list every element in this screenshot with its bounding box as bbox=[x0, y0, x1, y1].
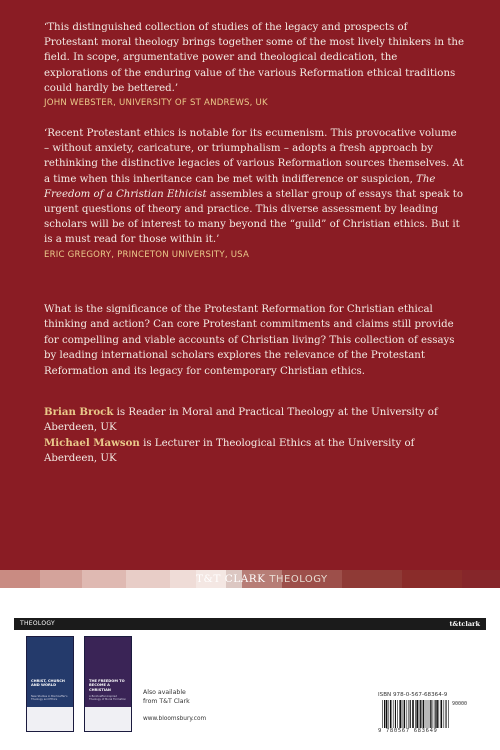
thumbnail-footer bbox=[85, 707, 131, 731]
editor-name: Brian Brock bbox=[44, 406, 114, 418]
barcode-bar bbox=[412, 700, 414, 728]
barcode-bar bbox=[399, 700, 401, 728]
barcode-bar bbox=[436, 700, 438, 728]
barcode-bar bbox=[404, 700, 405, 728]
barcode-bar bbox=[407, 700, 408, 728]
barcode-bar bbox=[439, 700, 440, 728]
endorsement-text-part: ‘Recent Protestant ethics is notable for its ecumenism. This provocative volume – without anxiety, caricature, or triumphalism – adopts a fresh approach by rethinking the distinctive legacies of various Reformation sources themselves. At a time when this inheritance can be met with indifference or suspicion, bbox=[44, 128, 464, 185]
barcode-bar bbox=[393, 700, 394, 728]
barcode-bar bbox=[386, 700, 388, 728]
barcode-bar bbox=[423, 700, 425, 728]
endorsement-webster bbox=[44, 20, 464, 110]
barcode-bar bbox=[448, 700, 449, 728]
barcode-bar bbox=[419, 700, 420, 728]
stripe-segment bbox=[170, 570, 196, 588]
barcode-bar bbox=[397, 700, 398, 728]
barcode-bar bbox=[430, 700, 431, 728]
related-book-title: CHRIST, CHURCH AND WORLD bbox=[31, 679, 65, 688]
publisher-logo: t&tclark bbox=[449, 620, 480, 628]
barcode-bar bbox=[409, 700, 410, 728]
stripe-segment bbox=[82, 570, 126, 588]
related-book-thumbnail bbox=[84, 636, 132, 732]
publisher-website: www.bloomsbury.com bbox=[143, 716, 207, 722]
endorsement-text bbox=[44, 126, 464, 248]
related-book-thumbnail bbox=[26, 636, 74, 732]
related-book-title: THE FREEDOM TO BECOME A CHRISTIAN bbox=[89, 679, 125, 692]
endorsement-attribution: JOHN WEBSTER, UNIVERSITY OF ST ANDREWS, UK bbox=[44, 98, 268, 109]
barcode-bar bbox=[441, 700, 443, 728]
editor-name: Michael Mawson bbox=[44, 436, 140, 449]
endorsement-attribution: ERIC GREGORY, PRINCETON UNIVERSITY, USA bbox=[44, 249, 250, 260]
also-available-line: Also available bbox=[143, 689, 186, 696]
endorsement-text-part: assembles a stellar group of essays that speak to urgent questions of theory and practice. This diverse assessment by leading scholars will be of interest to many beyond the “guild” of Christian ethics. But it is a must read for those within it.’ bbox=[44, 188, 463, 246]
editor-bios bbox=[44, 405, 464, 467]
endorsement-text: ‘This distinguished collection of studies of the legacy and prospects of Protestant moral theology brings together some of the most lively thinkers in the field. In scope, argumentative power and theological dedication, the explorations of the enduring value of the various Reformation ethical traditions could hardly be bettered.’ bbox=[44, 22, 465, 94]
back-cover-footer bbox=[0, 588, 500, 750]
barcode-bar bbox=[416, 700, 418, 728]
category-bar bbox=[14, 618, 486, 630]
category-label: THEOLOGY bbox=[20, 620, 55, 627]
barcode-bar bbox=[402, 700, 403, 728]
barcode-bar bbox=[390, 700, 392, 728]
brand-series: THEOLOGY bbox=[269, 574, 328, 585]
barcode-bar bbox=[395, 700, 396, 728]
barcode-bar bbox=[431, 700, 432, 728]
brand-name: T&T CLARK bbox=[196, 573, 266, 585]
stripe-segment bbox=[462, 570, 500, 588]
isbn-label: ISBN 978-0-567-68364-9 bbox=[378, 692, 448, 698]
barcode-bar bbox=[403, 700, 404, 728]
editor-bio bbox=[44, 405, 464, 436]
barcode-digits: 9 780567 683649 bbox=[378, 728, 438, 734]
related-book-subtitle: New Studies in Bonhoeffer's Theology and Ethics bbox=[31, 695, 68, 702]
barcode-bar bbox=[382, 700, 383, 728]
stripe-segment bbox=[402, 570, 462, 588]
stripe-segment bbox=[0, 570, 40, 588]
stripe-segment bbox=[126, 570, 170, 588]
publisher-brand bbox=[196, 570, 328, 588]
barcode-bar bbox=[444, 700, 445, 728]
also-available-line: from T&T Clark bbox=[143, 698, 190, 705]
barcode-bar bbox=[415, 700, 416, 728]
price-code: 90000 bbox=[452, 701, 468, 707]
thumbnail-footer bbox=[27, 707, 73, 731]
barcode-bar bbox=[388, 700, 389, 728]
barcode-bar bbox=[422, 700, 423, 728]
barcode-bar bbox=[446, 700, 447, 728]
barcode-bar bbox=[384, 700, 385, 728]
book-description: What is the significance of the Protestant Reformation for Christian ethical thinking and action? Can core Protestant commitments and claims still provide for compelling and viable accounts of Christian living? This collection of essays by leading international scholars explores the relevance of the Protestant Reformation and its legacy for contemporary Christian ethics. bbox=[44, 304, 455, 377]
endorsement-gregory bbox=[44, 126, 464, 262]
barcode-bar bbox=[435, 700, 436, 728]
related-book-subtitle: A Bonhoeffer-Inspired Theology of Moral Formation bbox=[89, 695, 127, 702]
barcode-bar bbox=[420, 700, 421, 728]
editor-bio bbox=[44, 436, 464, 467]
barcode-bar bbox=[433, 700, 434, 728]
stripe-segment bbox=[40, 570, 82, 588]
barcode-bar bbox=[410, 700, 411, 728]
editor-bio-text: is Reader in Moral and Practical Theology at the University of Aberdeen, UK bbox=[44, 407, 438, 434]
also-available-note bbox=[143, 688, 190, 706]
book-title-italic: The Freedom of a Christian Ethicist bbox=[44, 173, 436, 200]
barcode-bar bbox=[426, 700, 427, 728]
barcode-bar bbox=[428, 700, 429, 728]
stripe-segment bbox=[342, 570, 402, 588]
editor-bio-text: is Lecturer in Theological Ethics at the University of Aberdeen, UK bbox=[44, 437, 415, 465]
